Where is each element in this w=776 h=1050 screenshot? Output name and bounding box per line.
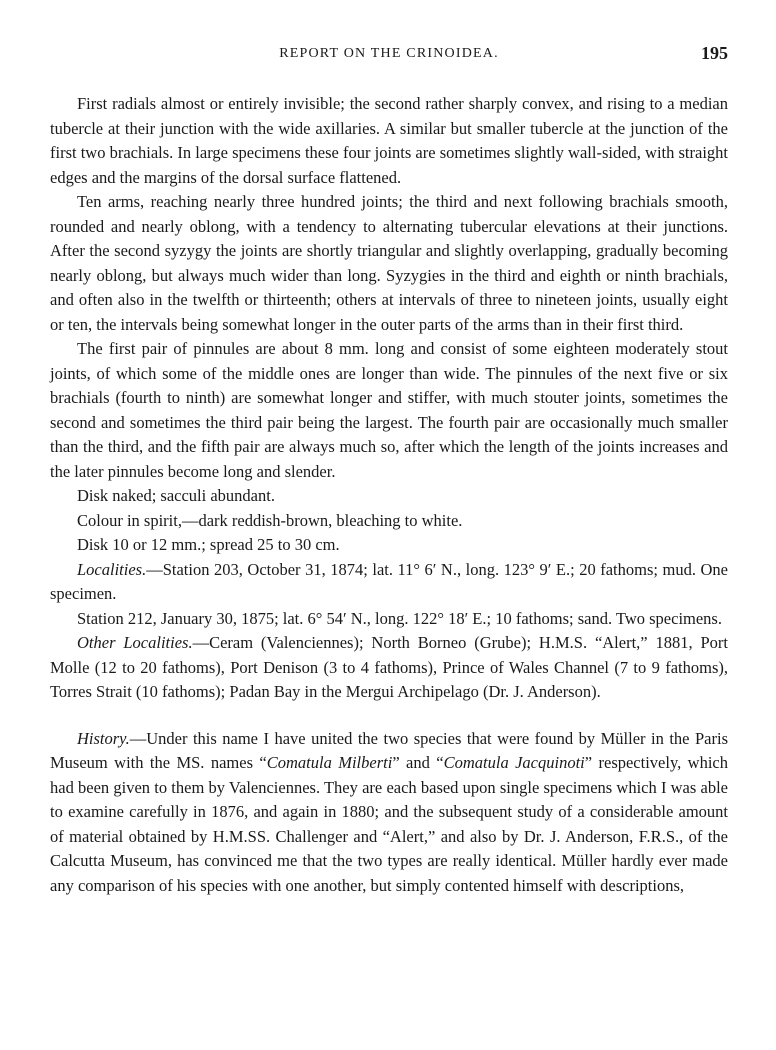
other-localities-text: —Ceram (Valenciennes); North Borneo (Grube); H.M.S. “Alert,” 1881, Port Molle (12 to 20 fathoms), Port Denison (3 to 4 fathoms), Prince of Wales Channel (7 to 9 fathoms), Torres Strait (10 fathoms); Padan Bay in the Mergui Archipelago (Dr. J. Anderson). [50, 633, 728, 701]
paragraph-pinnules: The first pair of pinnules are about 8 mm. long and consist of some eighteen moderately stout joints, of which some of the middle ones are longer than wide. The pinnules of the next five or six brachials (fourth to ninth) are somewhat longer and stiffer, with much stouter joints, sometimes the second and sometimes the third pair being the largest. The fourth pair are occasionally much smaller than the third, and the fifth pair are always much so, after which the length of the joints increases and the later pinnules become long and slender. [50, 339, 728, 481]
page-header [50, 40, 728, 70]
paragraph-station-212: Station 212, January 30, 1875; lat. 6° 54′ N., long. 122° 18′ E.; 10 fathoms; sand. Two specimens. [77, 608, 722, 628]
running-head: REPORT ON THE CRINOIDEA. [279, 46, 499, 61]
paragraph-localities [50, 558, 728, 607]
localities-text: —Station 203, October 31, 1874; lat. 11° 6′ N., long. 123° 9′ E.; 20 fathoms; mud. One specimen. [50, 559, 728, 603]
page [50, 40, 728, 898]
history-label: History. [77, 728, 130, 748]
history-text-1: —Under this name I have united the two species that were found by Müller in the Paris Museum with the MS. names “ [50, 728, 728, 772]
page-number: 195 [701, 43, 728, 63]
localities-label: Localities. [77, 559, 147, 579]
paragraph-measurements: Disk 10 or 12 mm.; spread 25 to 30 cm. [77, 535, 340, 554]
paragraph-history [50, 727, 728, 899]
paragraph-arms: Ten arms, reaching nearly three hundred joints; the third and next following brachials smooth, rounded and nearly oblong, with a tendency to alternating tubercular elevations at their junctions. After the second syzygy the joints are shortly triangular and slightly overlapping, gradually becoming nearly oblong, but always much wider than long. Syzygies in the third and eighth or ninth brachials, and often also in the twelfth or thirteenth; others at intervals of three to nineteen joints, usually eight or ten, the intervals being somewhat longer in the outer parts of the arms than in their first third. [50, 192, 728, 334]
paragraph-radials: First radials almost or entirely invisible; the second rather sharply convex, and rising to a median tubercle at their junction with the wide axillaries. A similar but smaller tubercle at the junction of the first two brachials. In large specimens these four joints are sometimes slightly wall-sided, with straight edges and the margins of the dorsal surface flattened. [50, 94, 728, 187]
paragraph-colour: Colour in spirit,—dark reddish-brown, bleaching to white. [77, 510, 463, 530]
other-localities-label: Other Localities. [77, 633, 193, 652]
species-name-milberti: Comatula Milberti [266, 753, 393, 772]
paragraph-other-localities [50, 631, 728, 705]
body-text [50, 92, 728, 898]
history-text-2: ” and “ [392, 753, 444, 772]
paragraph-disk: Disk naked; sacculi abundant. [77, 486, 275, 505]
species-name-jacquinoti: Comatula Jacquinoti [443, 753, 585, 772]
history-text-3: ” respectively, which had been given to them by Valenciennes. They are each based upon single specimens which I was able to examine carefully in 1876, and again in 1880; and the subsequent study of a considerable amount of material obtained by H.M.SS. Challenger and “Alert,” and also by Dr. J. Anderson, F.R.S., of the Calcutta Museum, has convinced me that the two types are really identical. Müller hardly ever made any comparison of his species with one another, but simply contented himself with descriptions, [50, 753, 728, 895]
